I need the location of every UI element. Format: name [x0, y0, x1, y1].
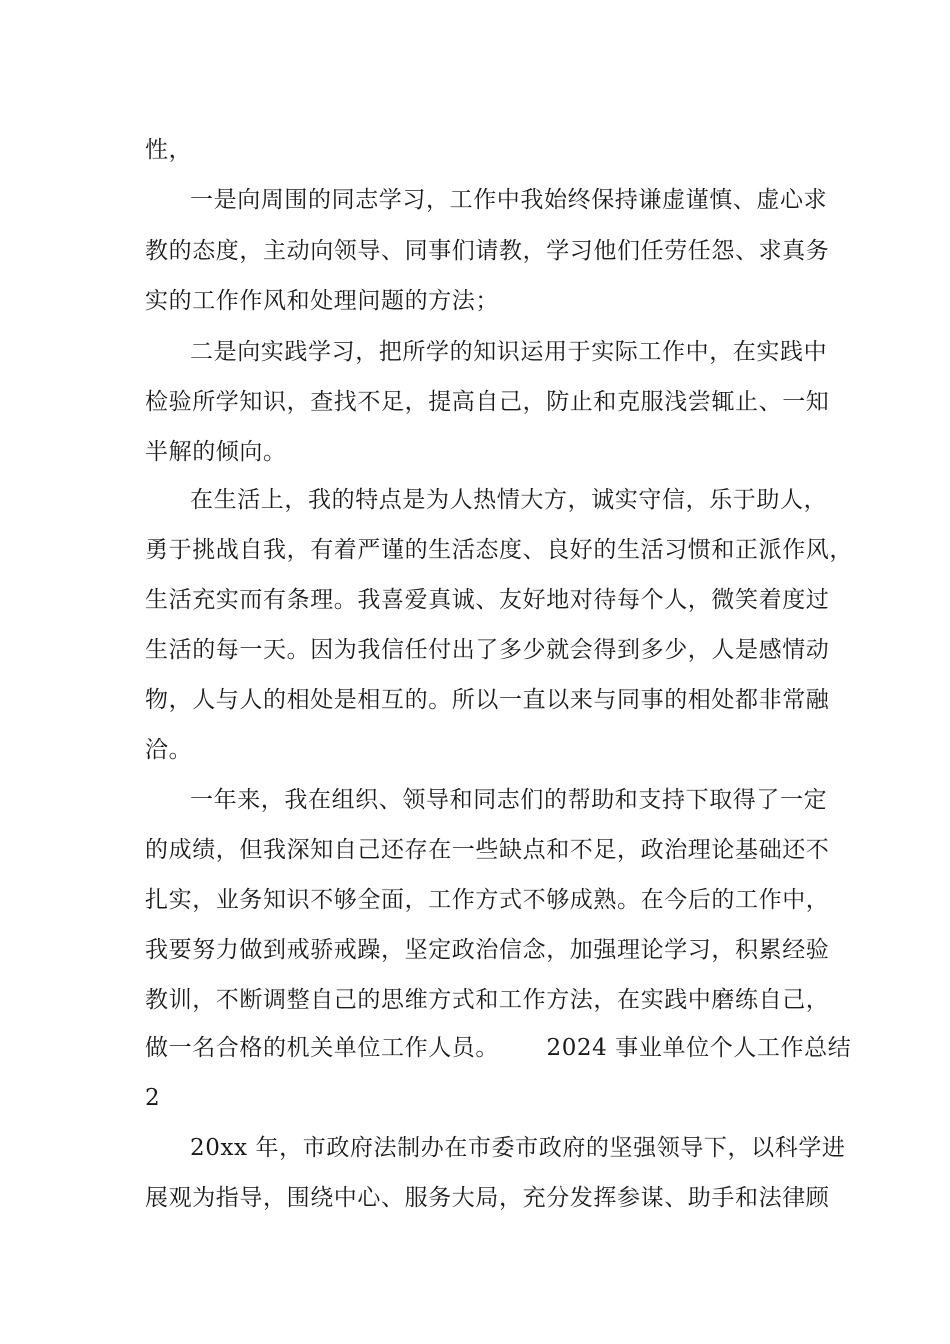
text-line: 教训，不断调整自己的思维方式和工作方法，在实践中磨练自己，: [145, 987, 830, 1013]
text-line: 生活充实而有条理。我喜爱真诚、友好地对待每个人，微笑着度过: [145, 587, 830, 613]
text-line: 性，: [145, 137, 193, 163]
text-line: 20xx 年，市政府法制办在市委市政府的坚强领导下，以科学进: [190, 1135, 846, 1161]
text-line: 扎实，业务知识不够全面，工作方式不够成熟。在今后的工作中，: [145, 887, 830, 913]
text-line: 半解的倾向。: [145, 439, 287, 465]
text-line: 一是向周围的同志学习，工作中我始终保持谦虚谨慎、虚心求: [190, 187, 828, 213]
text-line: 做一名合格的机关单位工作人员。 2024 事业单位个人工作总结: [145, 1035, 852, 1061]
text-line: 二是向实践学习，把所学的知识运用于实际工作中，在实践中: [190, 339, 828, 365]
text-line: 一年来，我在组织、领导和同志们的帮助和支持下取得了一定: [190, 787, 828, 813]
text-line: 的成绩，但我深知自己还存在一些缺点和不足，政治理论基础还不: [145, 837, 830, 863]
text-line: 洽。: [145, 737, 193, 763]
text-line: 勇于挑战自我，有着严谨的生活态度、良好的生活习惯和正派作风，: [145, 537, 853, 563]
text-line: 物，人与人的相处是相互的。所以一直以来与同事的相处都非常融: [145, 687, 830, 713]
text-line: 在生活上，我的特点是为人热情大方，诚实守信，乐于助人，: [190, 487, 828, 513]
text-line: 我要努力做到戒骄戒躁，坚定政治信念，加强理论学习，积累经验: [145, 937, 830, 963]
text-line: 生活的每一天。因为我信任付出了多少就会得到多少，人是感情动: [145, 637, 830, 663]
text-line: 展观为指导，围绕中心、服务大局，充分发挥参谋、助手和法律顾: [145, 1185, 830, 1211]
text-line: 2: [145, 1085, 161, 1111]
text-line: 实的工作作风和处理问题的方法；: [145, 288, 499, 314]
text-line: 教的态度，主动向领导、同事们请教，学习他们任劳任怨、求真务: [145, 238, 830, 264]
text-line: 检验所学知识，查找不足，提高自己，防止和克服浅尝辄止、一知: [145, 389, 830, 415]
